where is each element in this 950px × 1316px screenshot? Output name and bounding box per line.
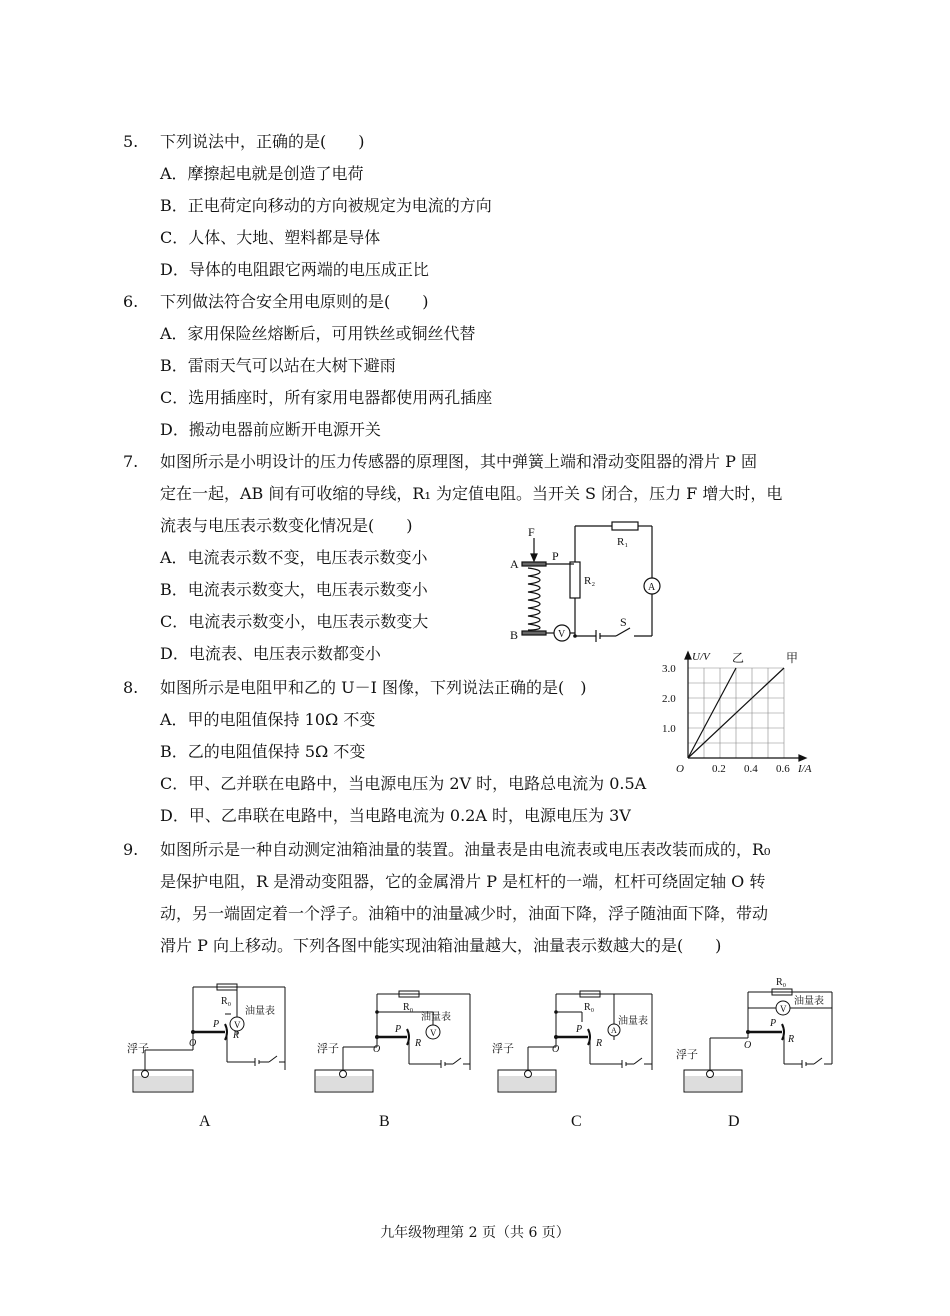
q9-figure-c	[490, 972, 665, 1097]
q9-number: 9.	[123, 840, 139, 859]
x-tick-label: 0.6	[776, 763, 790, 775]
q5-stem: 下列说法中，正确的是( )	[160, 132, 365, 151]
q7-voltmeter-symbol: V	[558, 629, 566, 640]
q7-circuit-figure	[500, 518, 670, 648]
q9d-p-label: P	[770, 1018, 777, 1029]
q7-label-B: B	[510, 628, 519, 642]
q9b-p-label: P	[395, 1024, 402, 1035]
q9b-r-label: R	[415, 1038, 422, 1049]
q9a-p-label: P	[213, 1019, 220, 1030]
q9c-meter-symbol: A	[611, 1026, 617, 1035]
q7-number: 7.	[123, 452, 139, 471]
q8-stem: 如图所示是电阻甲和乙的 U－I 图像，下列说法正确的是( )	[160, 678, 587, 697]
y-axis-arrow	[685, 652, 691, 659]
q9c-o-label: O	[552, 1044, 560, 1055]
q9-stem-line-2: 是保护电阻，R 是滑动变阻器，它的金属滑片 P 是杠杆的一端，杠杆可绕固定轴 O 转	[160, 872, 766, 891]
q9-figure-a	[125, 972, 300, 1097]
q9a-o-label: O	[189, 1038, 197, 1049]
q9b-r0-label: R₀	[403, 1002, 414, 1013]
q9c-float-label: 浮子	[492, 1043, 514, 1055]
q9d-r-label: R	[788, 1034, 795, 1045]
q5-option-d: D．导体的电阻跟它两端的电压成正比	[160, 260, 429, 279]
q9d-r0-label: R₀	[776, 977, 787, 988]
series-label-1: 甲	[786, 651, 799, 665]
q9c-r0-label: R₀	[584, 1002, 595, 1013]
q9c-p-label: P	[576, 1024, 583, 1035]
q8-number: 8.	[123, 678, 139, 697]
q9a-r0-label: R₀	[221, 996, 232, 1007]
q7-ammeter-symbol: A	[648, 582, 656, 593]
x-tick-label: 0.4	[744, 763, 758, 775]
q5-option-a: A．摩擦起电就是创造了电荷	[160, 164, 364, 183]
x-axis-label: I/A	[798, 763, 812, 775]
page-footer: 九年级物理第 2 页（共 6 页）	[380, 1225, 570, 1241]
q9-figure-c-label: C	[571, 1113, 582, 1130]
q7-option-b: B．电流表示数变大，电压表示数变小	[160, 580, 428, 599]
y-tick-label: 2.0	[662, 693, 676, 705]
q9-stem-line-1: 如图所示是一种自动测定油箱油量的装置。油量表是由电流表或电压表改装而成的，R₀	[160, 840, 771, 859]
q6-stem: 下列做法符合安全用电原则的是( )	[160, 292, 429, 311]
q9d-o-label: O	[744, 1040, 752, 1051]
q7-stem-line-3: 流表与电压表示数变化情况是( )	[160, 516, 413, 535]
q7-option-c: C．电流表示数变小，电压表示数变大	[160, 612, 429, 631]
q7-label-P: P	[552, 549, 559, 563]
q8-option-c: C．甲、乙并联在电路中，当电源电压为 2V 时，电路总电流为 0.5A	[160, 774, 647, 793]
q8-option-b: B．乙的电阻值保持 5Ω 不变	[160, 742, 366, 761]
y-tick-label: 1.0	[662, 723, 676, 735]
q6-option-b: B．雷雨天气可以站在大树下避雨	[160, 356, 396, 375]
q7-option-d: D．电流表、电压表示数都变小	[160, 644, 381, 663]
q9a-float-label: 浮子	[127, 1043, 149, 1055]
q7-stem-line-1: 如图所示是小明设计的压力传感器的原理图，其中弹簧上端和滑动变阻器的滑片 P 固	[160, 452, 757, 471]
q5-number: 5.	[123, 132, 139, 151]
q9c-r-label: R	[596, 1038, 603, 1049]
q9-figure-d-label: D	[728, 1113, 740, 1130]
q9d-meter-symbol: V	[780, 1004, 787, 1014]
q6-option-d: D．搬动电器前应断开电源开关	[160, 420, 381, 439]
q9a-meter-symbol: V	[234, 1020, 241, 1030]
q9-stem-line-3: 动，另一端固定着一个浮子。油箱中的油量减少时，油面下降，浮子随油面下降，带动	[160, 904, 769, 923]
q7-option-a: A．电流表示数不变，电压表示数变小	[160, 548, 428, 567]
q7-label-R1: R₁	[617, 536, 629, 548]
y-tick-label: 3.0	[662, 663, 676, 675]
origin-label: O	[676, 763, 684, 775]
q9-figure-d	[672, 968, 847, 1098]
q9d-float-label: 浮子	[676, 1049, 698, 1061]
q7-label-S: S	[620, 615, 627, 629]
q9b-float-label: 浮子	[317, 1043, 339, 1055]
q7-circuit-svg	[500, 518, 670, 648]
q9b-o-label: O	[373, 1044, 381, 1055]
x-tick-label: 0.2	[712, 763, 726, 775]
q6-option-a: A．家用保险丝熔断后，可用铁丝或铜丝代替	[160, 324, 476, 343]
q7-label-R2: R₂	[584, 575, 596, 587]
q9b-meter-symbol: V	[430, 1028, 437, 1038]
q9-stem-line-4: 滑片 P 向上移动。下列各图中能实现油箱油量越大，油量表示数越大的是( )	[160, 936, 722, 955]
q8-option-d: D．甲、乙串联在电路中，当电路电流为 0.2A 时，电源电压为 3V	[160, 806, 631, 825]
q9c-meter-label: 油量表	[618, 1016, 648, 1027]
q5-option-b: B．正电荷定向移动的方向被规定为电流的方向	[160, 196, 492, 215]
q7-label-A: A	[510, 557, 519, 571]
q7-stem-line-2: 定在一起，AB 间有可收缩的导线，R₁ 为定值电阻。当开关 S 闭合，压力 F 增大时，电	[160, 484, 783, 503]
y-axis-label: U/V	[692, 651, 710, 663]
q6-option-c: C．选用插座时，所有家用电器都使用两孔插座	[160, 388, 493, 407]
q9a-r-label: R	[233, 1030, 240, 1041]
q8-ui-chart	[660, 648, 820, 778]
q8-chart-svg	[660, 648, 820, 778]
q9a-meter-label: 油量表	[245, 1006, 275, 1017]
q5-option-c: C．人体、大地、塑料都是导体	[160, 228, 381, 247]
q6-number: 6.	[123, 292, 139, 311]
x-axis-arrow	[799, 755, 806, 761]
q9d-meter-label: 油量表	[794, 996, 824, 1007]
q9-figure-b-label: B	[379, 1113, 390, 1130]
q9-figure-a-label: A	[199, 1113, 211, 1130]
series-label-0: 乙	[732, 651, 745, 665]
q9b-meter-label: 油量表	[421, 1012, 451, 1023]
q8-option-a: A．甲的电阻值保持 10Ω 不变	[160, 710, 376, 729]
q9-figure-b	[305, 972, 480, 1097]
q7-label-F: F	[528, 525, 535, 539]
